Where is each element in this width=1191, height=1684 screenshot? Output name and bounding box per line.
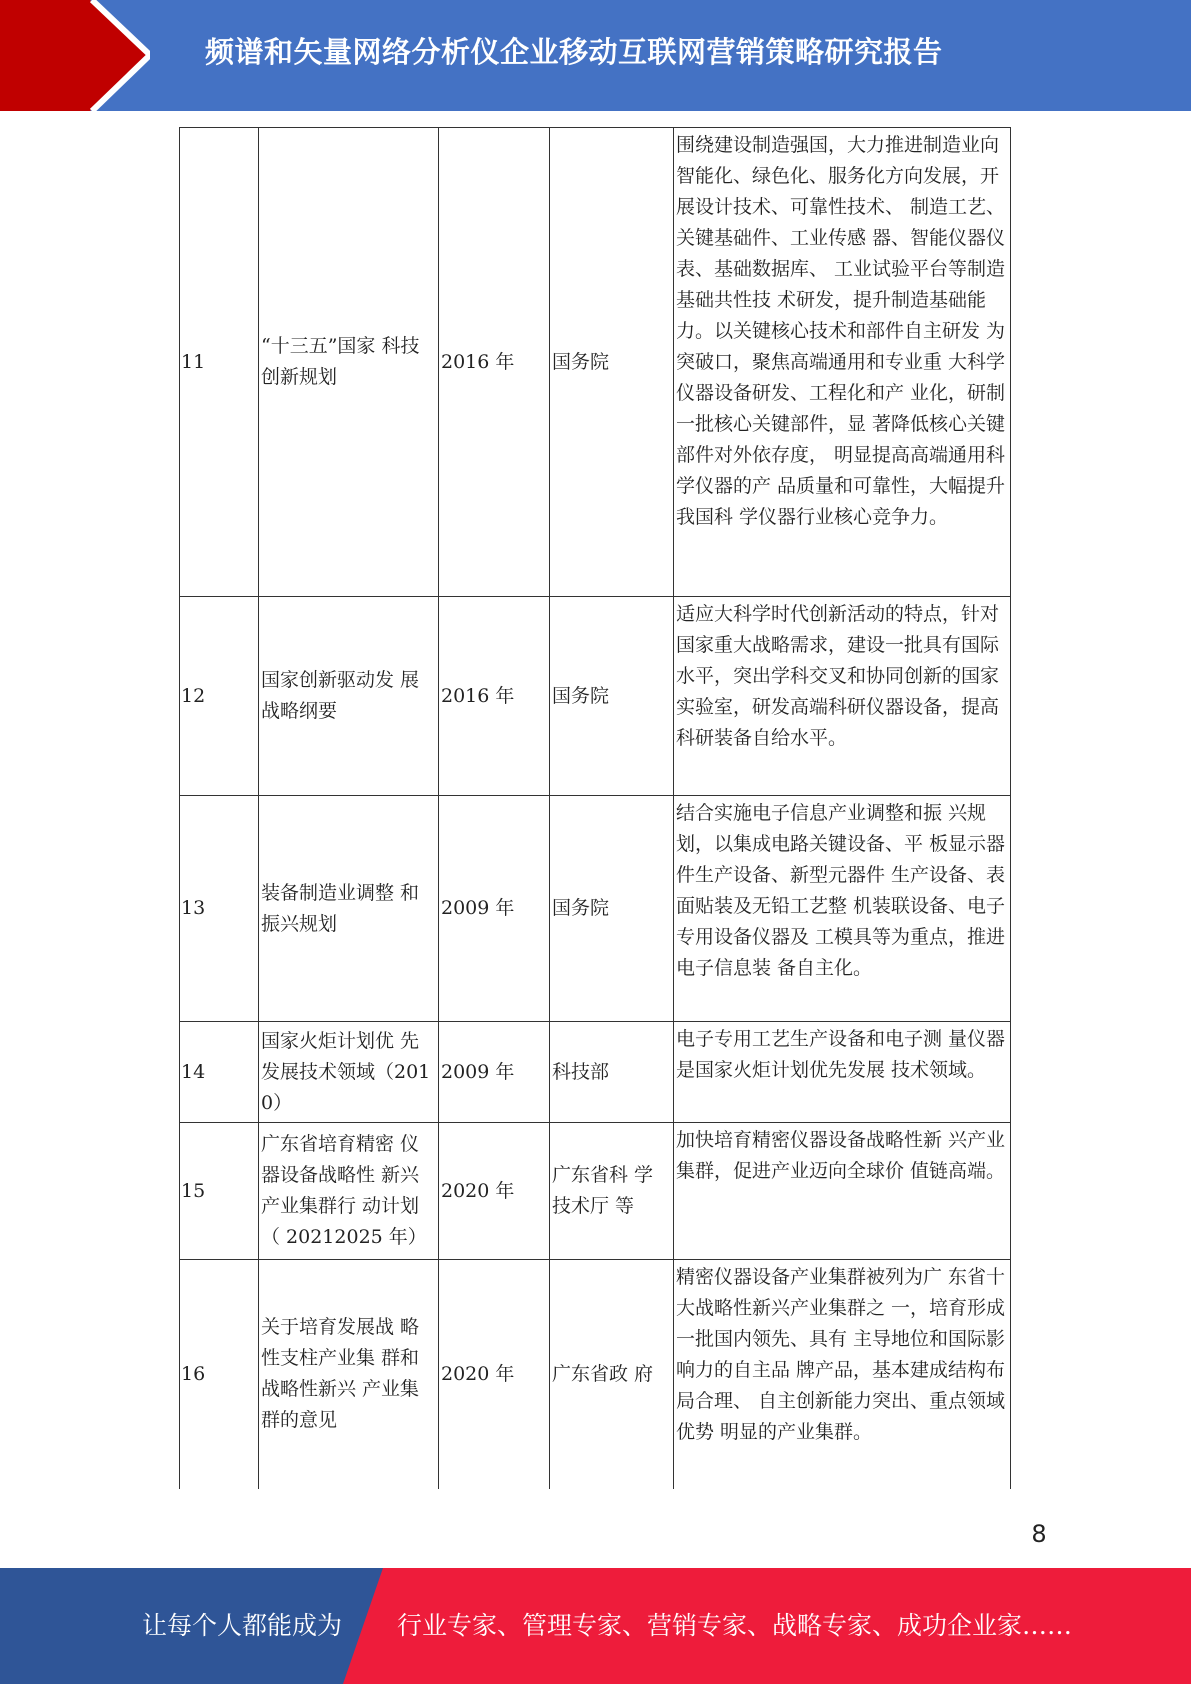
table-row <box>180 1022 1011 1123</box>
table-row <box>180 796 1011 1022</box>
header-arrow-icon <box>0 0 150 111</box>
policy-content: 加快培育精密仪器设备战略性新 兴产业集群，促进产业迈向全球价 值链高端。 <box>674 1123 1011 1260</box>
policy-issuer: 广东省政 府 <box>550 1260 674 1489</box>
page-header <box>0 0 1191 111</box>
table-row <box>180 128 1011 597</box>
policy-name: 国家创新驱动发 展战略纲要 <box>259 597 439 796</box>
policy-content: 电子专用工艺生产设备和电子测 量仪器是国家火炬计划优先发展 技术领域。 <box>674 1022 1011 1123</box>
row-number: 14 <box>180 1022 259 1123</box>
policy-issuer: 科技部 <box>550 1022 674 1123</box>
policy-content: 围绕建设制造强国，大力推进制造业向智能化、绿色化、服务化方向发展，开展设计技术、可靠性技术、 制造工艺、关键基础件、工业传感 器、智能仪器仪表、基础数据库、 工业试验平台等制造基础共性技 术研发，提升制造基础能力。以关键核心技术和部件自主研发 为突破口，聚焦高端通用和专业重 大科学仪器设备研发、工程化和产 业化，研制一批核心关键部件，显 著降低核心关键部件对外依存度， 明显提高高端通用科学仪器的产 品质量和可靠性，大幅提升我国科 学仪器行业核心竞争力。 <box>674 128 1011 597</box>
page-number: 8 <box>1031 1520 1047 1548</box>
report-title: 频谱和矢量网络分析仪企业移动互联网营销策略研究报告 <box>205 35 943 69</box>
policy-name: 装备制造业调整 和振兴规划 <box>259 796 439 1022</box>
footer-slogan-right: 行业专家、管理专家、营销专家、战略专家、成功企业家…… <box>397 1611 1073 1640</box>
row-number: 11 <box>180 128 259 597</box>
row-number: 15 <box>180 1123 259 1260</box>
page-footer <box>0 1568 1191 1684</box>
policy-year: 2020 年 <box>439 1260 550 1489</box>
policy-name: “十三五”国家 科技创新规划 <box>259 128 439 597</box>
policy-year: 2009 年 <box>439 796 550 1022</box>
footer-slogan-left: 让每个人都能成为 <box>142 1611 343 1640</box>
policy-content: 结合实施电子信息产业调整和振 兴规划，以集成电路关键设备、平 板显示器件生产设备、新型元器件 生产设备、表面贴装及无铅工艺整 机装联设备、电子专用设备仪器及 工模具等为重点，推进电子信息装 备自主化。 <box>674 796 1011 1022</box>
policy-name: 广东省培育精密 仪器设备战略性 新兴产业集群行 动计划（ 20212025 年） <box>259 1123 439 1260</box>
policy-issuer: 国务院 <box>550 796 674 1022</box>
policy-year: 2009 年 <box>439 1022 550 1123</box>
row-number: 12 <box>180 597 259 796</box>
row-number: 16 <box>180 1260 259 1489</box>
policy-year: 2016 年 <box>439 128 550 597</box>
policy-name: 国家火炬计划优 先发展技术领域（2010） <box>259 1022 439 1123</box>
policy-issuer: 广东省科 学技术厅 等 <box>550 1123 674 1260</box>
policy-name: 关于培育发展战 略性支柱产业集 群和战略性新兴 产业集群的意见 <box>259 1260 439 1489</box>
row-number: 13 <box>180 796 259 1022</box>
policy-table <box>179 127 1011 1489</box>
policy-issuer: 国务院 <box>550 597 674 796</box>
policy-issuer: 国务院 <box>550 128 674 597</box>
table-row <box>180 1123 1011 1260</box>
policy-year: 2020 年 <box>439 1123 550 1260</box>
table-row <box>180 597 1011 796</box>
policy-content: 适应大科学时代创新活动的特点，针对国家重大战略需求，建设一批具有国际水平，突出学科交叉和协同创新的国家实验室，研发高端科研仪器设备，提高科研装备自给水平。 <box>674 597 1011 796</box>
policy-year: 2016 年 <box>439 597 550 796</box>
table-row <box>180 1260 1011 1489</box>
policy-content: 精密仪器设备产业集群被列为广 东省十大战略性新兴产业集群之 一，培育形成一批国内领先、具有 主导地位和国际影响力的自主品 牌产品，基本建成结构布局合理、 自主创新能力突出、重点领域优势 明显的产业集群。 <box>674 1260 1011 1489</box>
